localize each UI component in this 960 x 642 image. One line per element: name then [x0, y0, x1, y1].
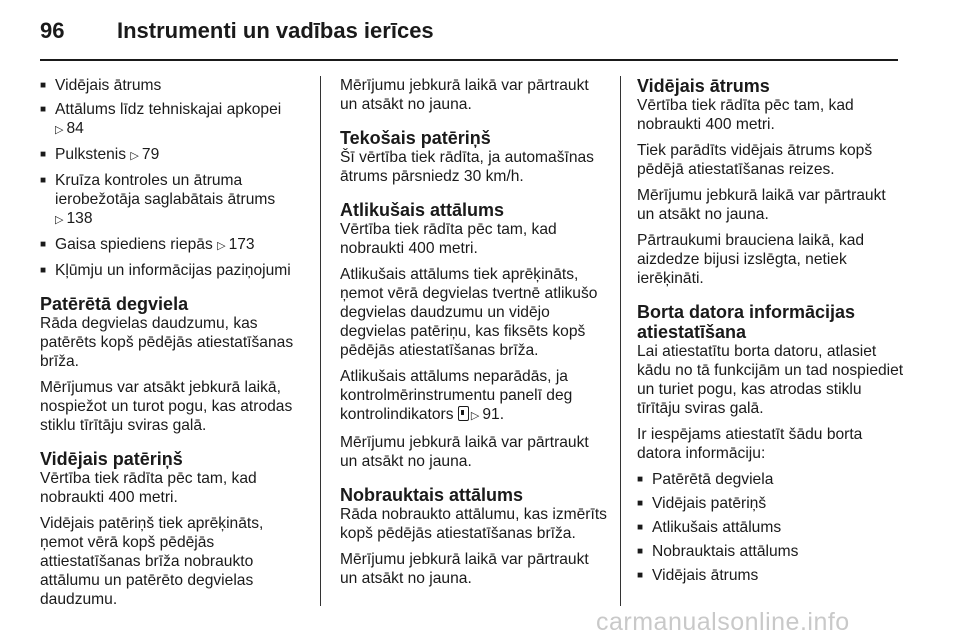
list-item: ■ Vidējais patēriņš: [637, 494, 905, 513]
column-1: [40, 76, 308, 616]
list-item: ■ Kļūmju un informācijas paziņojumi: [40, 261, 308, 280]
page-reference[interactable]: 79: [141, 146, 160, 163]
paragraph: Mērījumu jebkurā laikā var pārtraukt un atsākt no jauna.: [340, 77, 589, 113]
cross-reference-arrow-icon: ▷: [217, 240, 226, 252]
info-list: [40, 76, 308, 280]
list-item: ■ Gaisa spiediens riepās ▷ 173: [40, 235, 308, 256]
watermark: carmanualsonline.info: [596, 608, 850, 636]
paragraph: Pārtraukumi brauciena laikā, kad aizdedze bijusi izslēgta, netiek ierēķināti.: [637, 232, 865, 287]
cross-reference-arrow-icon: ▷: [55, 214, 64, 226]
paragraph: Rāda degvielas daudzumu, kas patērēts kopš pēdējās atiestatīšanas brīža.: [40, 315, 294, 370]
paragraph: Vērtība tiek rādīta pēc tam, kad nobraukti 400 metri.: [40, 470, 257, 506]
paragraph: Atlikušais attālums tiek aprēķināts, ņemot vērā degvielas tvertnē atlikušo degvielas daudzumu un vidējo degvielas patēriņu, kas fiksēts kopš pēdējās atiestatīšanas brīža.: [340, 266, 598, 359]
paragraph: Tiek parādīts vidējais ātrums kopš pēdējā atiestatīšanas reizes.: [637, 142, 873, 178]
reset-list: [637, 470, 905, 585]
list-item: ■ Atlikušais attālums: [637, 518, 905, 537]
paragraph: Vērtība tiek rādīta pēc tam, kad nobraukti 400 metri.: [637, 97, 854, 133]
column-divider-1: [320, 76, 321, 606]
list-item: ■ Vidējais ātrums: [40, 76, 308, 95]
list-item: ■ Pulkstenis ▷ 79: [40, 145, 308, 166]
page-reference[interactable]: 173: [228, 236, 255, 253]
paragraph: Mērījumu jebkurā laikā var pārtraukt un atsākt no jauna.: [340, 551, 589, 587]
paragraph: Ir iespējams atiestatīt šādu borta datora informāciju:: [637, 426, 863, 462]
section-heading: Tekošais patēriņš: [340, 128, 491, 148]
page-reference[interactable]: 138: [66, 210, 93, 227]
paragraph: Mērījumus var atsākt jebkurā laikā, nospiežot un turot pogu, kas atrodas stiklu tīrītāju sviras galā.: [40, 379, 293, 434]
list-item: ■ Patērētā degviela: [637, 470, 905, 489]
fuel-warning-indicator-icon: [458, 406, 469, 421]
paragraph: Mērījumu jebkurā laikā var pārtraukt un atsākt no jauna.: [637, 187, 886, 223]
section-heading: Borta datora informācijas atiestatīšana: [637, 302, 856, 342]
paragraph: Vērtība tiek rādīta pēc tam, kad nobraukti 400 metri.: [340, 221, 557, 257]
page-number: 96: [40, 18, 65, 43]
cross-reference-arrow-icon: ▷: [470, 410, 480, 422]
paragraph: Atlikušais attālums neparādās, ja kontrolmērinstrumentu panelī deg kontrolindikators ▷ 91.: [340, 367, 608, 426]
list-item: ■ Attālums līdz tehniskajai apkopei ▷ 84: [40, 100, 308, 140]
paragraph: Mērījumu jebkurā laikā var pārtraukt un atsākt no jauna.: [340, 434, 589, 470]
header-rule: [40, 59, 898, 61]
column-2: [340, 76, 608, 595]
page-reference[interactable]: 84: [66, 120, 84, 137]
paragraph: Vidējais patēriņš tiek aprēķināts, ņemot vērā kopš pēdējās attiestatīšanas brīža nobraukto attālumu un patērēto degvielas daudzumu.: [40, 515, 264, 608]
section-heading: Atlikušais attālums: [340, 200, 505, 220]
list-item: ■ Vidējais ātrums: [637, 566, 905, 585]
paragraph: Lai atiestatītu borta datoru, atlasiet kādu no tā funkcijām un tad nospiediet un turiet pogu, kas atrodas stiklu tīrītāju sviras galā.: [637, 343, 904, 417]
paragraph: Rāda nobraukto attālumu, kas izmērīts kopš pēdējās atiestatīšanas brīža.: [340, 506, 607, 542]
column-3: [637, 76, 905, 592]
page-reference[interactable]: 91.: [482, 406, 505, 423]
list-item: ■ Kruīza kontroles un ātruma ierobežotāja saglabātais ātrums ▷ 138: [40, 171, 308, 230]
cross-reference-arrow-icon: ▷: [55, 124, 64, 136]
section-heading: Nobrauktais attālums: [340, 485, 524, 505]
section-heading: Vidējais patēriņš: [40, 449, 183, 469]
page-title: Instrumenti un vadības ierīces: [117, 18, 434, 43]
section-heading: Patērētā degviela: [40, 294, 189, 314]
paragraph: Šī vērtība tiek rādīta, ja automašīnas ātrums pārsniedz 30 km/h.: [340, 149, 594, 185]
cross-reference-arrow-icon: ▷: [130, 150, 139, 162]
column-divider-2: [620, 76, 621, 606]
section-heading: Vidējais ātrums: [637, 76, 770, 96]
list-item: ■ Nobrauktais attālums: [637, 542, 905, 561]
